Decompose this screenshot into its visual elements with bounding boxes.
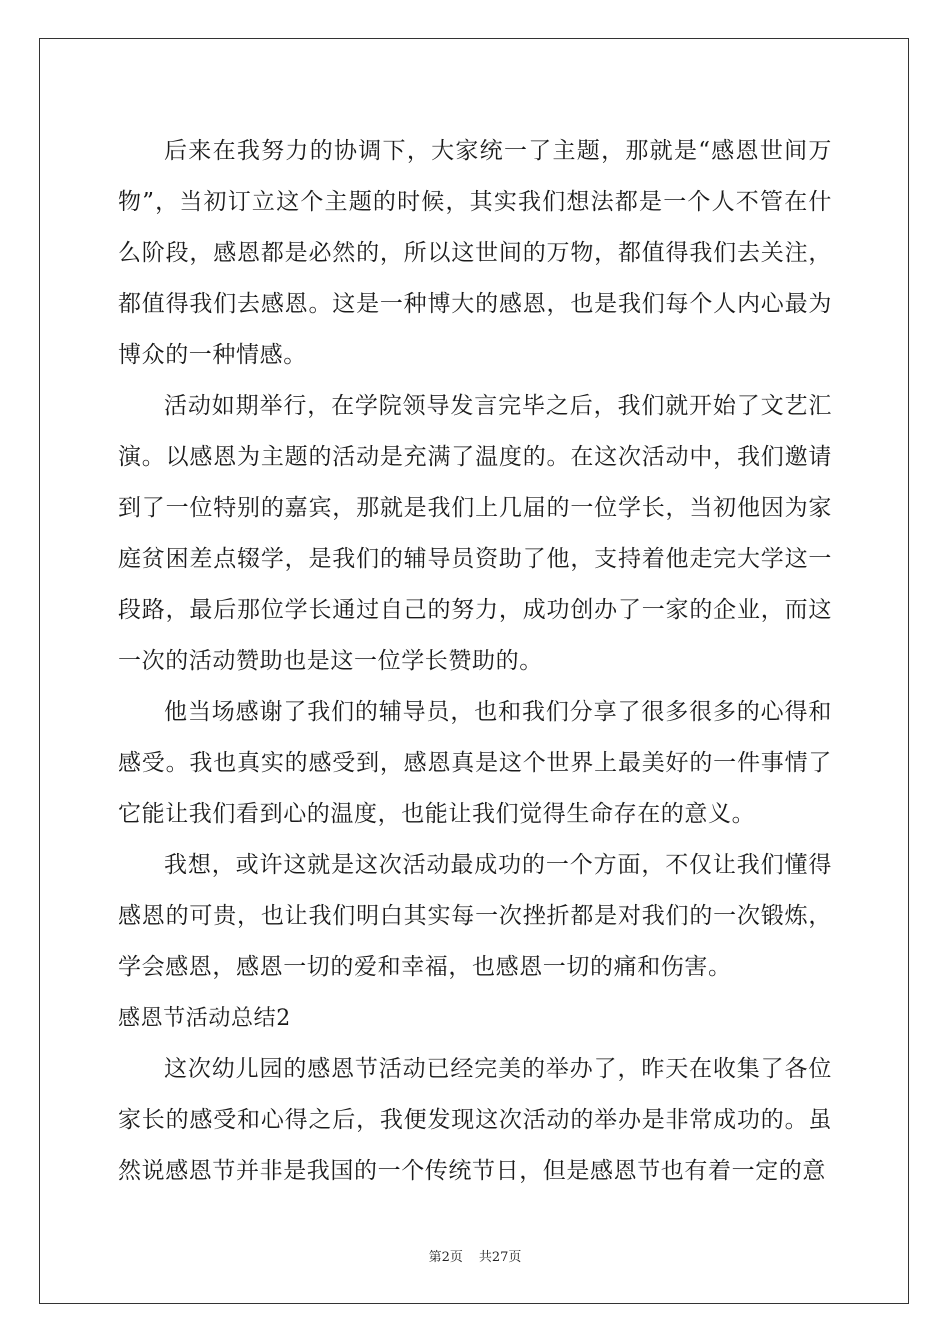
paragraph-4: 我想，或许这就是这次活动最成功的一个方面，不仅让我们懂得感恩的可贵，也让我们明白其实每一次挫折都是对我们的一次锻炼，学会感恩，感恩一切的爱和幸福，也感恩一切的痛和伤害。 xyxy=(118,852,832,980)
paragraph-1: 后来在我努力的协调下，大家统一了主题，那就是“感恩世间万物”，当初订立这个主题的时候，其实我们想法都是一个人不管在什么阶段，感恩都是必然的，所以这世间的万物，都值得我们去关注，都值得我们去感恩。这是一种博大的感恩，也是我们每个人内心最为博众的一种情感。 xyxy=(118,138,832,368)
total-pages: 共27页 xyxy=(478,1250,522,1265)
page-number: 第2页 xyxy=(428,1250,463,1265)
section-heading: 感恩节活动总结2 xyxy=(118,1006,291,1031)
page-footer xyxy=(0,1246,950,1265)
section-paragraph: 这次幼儿园的感恩节活动已经完美的举办了，昨天在收集了各位家长的感受和心得之后，我便发现这次活动的举办是非常成功的。虽然说感恩节并非是我国的一个传统节日，但是感恩节也有着一定的意 xyxy=(118,1056,832,1184)
document-body xyxy=(118,126,832,1197)
paragraph-3: 他当场感谢了我们的辅导员，也和我们分享了很多很多的心得和感受。我也真实的感受到，感恩真是这个世界上最美好的一件事情了它能让我们看到心的温度，也能让我们觉得生命存在的意义。 xyxy=(118,699,832,827)
paragraph-2: 活动如期举行，在学院领导发言完毕之后，我们就开始了文艺汇演。以感恩为主题的活动是充满了温度的。在这次活动中，我们邀请到了一位特别的嘉宾，那就是我们上几届的一位学长，当初他因为家庭贫困差点辍学，是我们的辅导员资助了他，支持着他走完大学这一段路，最后那位学长通过自己的努力，成功创办了一家的企业，而这一次的活动赞助也是这一位学长赞助的。 xyxy=(118,393,832,674)
